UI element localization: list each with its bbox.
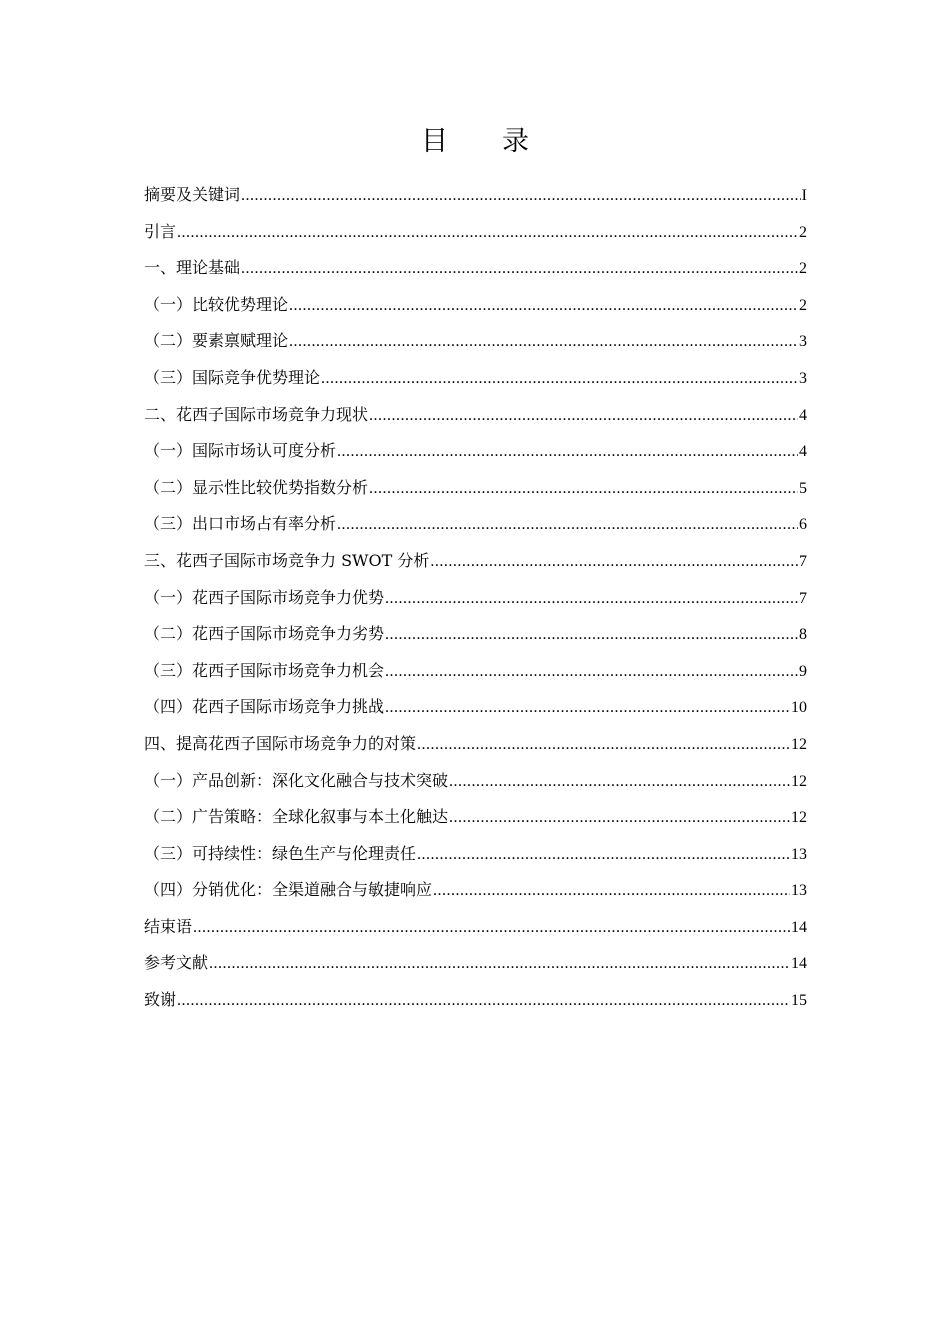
toc-entry[interactable] [144, 433, 807, 470]
toc-entry[interactable] [144, 506, 807, 543]
toc-entry[interactable] [144, 287, 807, 324]
toc-entry-page-number: 3 [799, 333, 807, 351]
toc-entry-label: （二）显示性比较优势指数分析 [144, 477, 369, 497]
toc-entry-label: （三）出口市场占有率分析 [144, 514, 337, 534]
toc-entry[interactable] [144, 653, 807, 690]
toc-entry-page-number: 12 [791, 809, 807, 827]
toc-entry[interactable] [144, 543, 807, 580]
toc-entry-page-number: 12 [791, 735, 807, 753]
toc-entry[interactable] [144, 250, 807, 287]
toc-dot-leader [337, 434, 798, 471]
toc-dot-leader [321, 361, 798, 398]
toc-entry[interactable] [144, 397, 807, 434]
toc-entry-page-number: 9 [799, 662, 807, 680]
toc-entry-label: 一、理论基础 [144, 258, 241, 278]
toc-entry-label: （一）国际市场认可度分析 [144, 441, 337, 461]
toc-entry-page-number: 15 [791, 992, 807, 1010]
toc-list [144, 177, 807, 1019]
toc-entry-label: （二）广告策略：全球化叙事与本土化触达 [144, 807, 449, 827]
toc-entry[interactable] [144, 470, 807, 507]
toc-dot-leader [449, 764, 790, 801]
toc-entry-page-number: 2 [799, 260, 807, 278]
toc-entry-page-number: 2 [799, 296, 807, 314]
toc-entry[interactable] [144, 909, 807, 946]
toc-entry-page-number: 13 [791, 882, 807, 900]
toc-entry-page-number: 5 [799, 479, 807, 497]
toc-entry-label: 二、花西子国际市场竞争力现状 [144, 404, 369, 424]
toc-entry-label: （二）花西子国际市场竞争力劣势 [144, 624, 385, 644]
toc-entry-label: （四）花西子国际市场竞争力挑战 [144, 697, 385, 717]
toc-dot-leader [209, 946, 790, 983]
toc-entry-page-number: 12 [791, 772, 807, 790]
toc-dot-leader [337, 507, 798, 544]
toc-entry[interactable] [144, 945, 807, 982]
toc-dot-leader [385, 617, 798, 654]
toc-entry-label: （一）产品创新：深化文化融合与技术突破 [144, 770, 449, 790]
toc-dot-leader [385, 581, 798, 618]
toc-dot-leader [430, 544, 798, 581]
toc-entry-label: 引言 [144, 221, 177, 241]
toc-dot-leader [241, 178, 801, 215]
toc-title-char-1: 目 [421, 126, 448, 157]
toc-dot-leader [449, 800, 790, 837]
toc-dot-leader [193, 910, 790, 947]
toc-entry[interactable] [144, 836, 807, 873]
toc-entry-label: （三）国际竞争优势理论 [144, 367, 321, 387]
toc-entry-page-number: I [801, 187, 807, 204]
toc-entry-page-number: 6 [799, 516, 807, 534]
toc-entry[interactable] [144, 799, 807, 836]
toc-dot-leader [241, 251, 798, 288]
toc-entry-label: 四、提高花西子国际市场竞争力的对策 [144, 733, 417, 753]
toc-entry[interactable] [144, 580, 807, 617]
toc-entry[interactable] [144, 689, 807, 726]
toc-dot-leader [177, 215, 798, 252]
toc-dot-leader [369, 471, 798, 508]
toc-entry-label: 结束语 [144, 916, 193, 936]
toc-entry[interactable] [144, 214, 807, 251]
toc-entry-label: 摘要及关键词 [144, 185, 241, 204]
toc-entry-label: （一）花西子国际市场竞争力优势 [144, 587, 385, 607]
toc-dot-leader [369, 398, 798, 435]
toc-dot-leader [289, 288, 798, 325]
toc-entry-page-number: 14 [791, 955, 807, 973]
toc-dot-leader [417, 727, 790, 764]
toc-dot-leader [385, 654, 798, 691]
toc-entry-label: 参考文献 [144, 953, 209, 973]
toc-entry-page-number: 10 [791, 699, 807, 717]
toc-entry[interactable] [144, 360, 807, 397]
toc-entry-page-number: 7 [799, 589, 807, 607]
toc-entry-page-number: 14 [791, 918, 807, 936]
toc-title-char-2: 录 [502, 126, 529, 157]
toc-entry-page-number: 2 [799, 223, 807, 241]
toc-entry-label: （三）可持续性：绿色生产与伦理责任 [144, 843, 417, 863]
toc-entry-page-number: 8 [799, 626, 807, 644]
toc-entry[interactable] [144, 323, 807, 360]
toc-entry-label: （三）花西子国际市场竞争力机会 [144, 660, 385, 680]
toc-dot-leader [433, 873, 790, 910]
toc-entry[interactable] [144, 763, 807, 800]
toc-entry[interactable] [144, 872, 807, 909]
toc-entry-page-number: 7 [799, 552, 807, 570]
toc-entry-page-number: 13 [791, 845, 807, 863]
toc-entry-label: 三、花西子国际市场竞争力 SWOT 分析 [144, 550, 430, 570]
toc-entry[interactable] [144, 982, 807, 1019]
toc-dot-leader [417, 837, 790, 874]
toc-entry[interactable] [144, 616, 807, 653]
toc-entry-page-number: 3 [799, 369, 807, 387]
toc-title [0, 124, 950, 160]
toc-entry-label: （四）分销优化：全渠道融合与敏捷响应 [144, 880, 433, 900]
toc-entry-page-number: 4 [799, 406, 807, 424]
toc-dot-leader [177, 983, 790, 1020]
toc-entry[interactable] [144, 726, 807, 763]
toc-entry-page-number: 4 [799, 443, 807, 461]
toc-entry-label: 致谢 [144, 990, 177, 1010]
toc-entry-label: （二）要素禀赋理论 [144, 331, 289, 351]
toc-dot-leader [385, 690, 790, 727]
toc-entry[interactable] [144, 177, 807, 214]
toc-entry-label: （一）比较优势理论 [144, 294, 289, 314]
toc-dot-leader [289, 324, 798, 361]
